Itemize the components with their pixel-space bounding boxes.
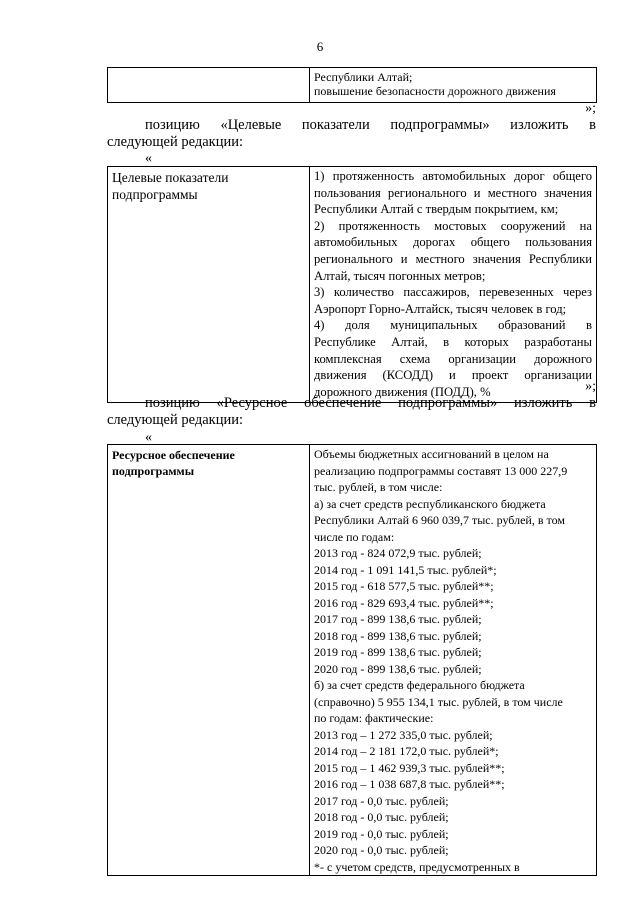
opening-quote: «	[145, 430, 152, 445]
cell-line: 2018 год - 899 138,6 тыс. рублей;	[314, 628, 482, 643]
table-continuation	[107, 67, 597, 103]
cell-line: Ресурсное обеспечение	[112, 448, 235, 462]
cell-line: дорожного движения (ПОДД), %	[314, 384, 491, 399]
cell-line: Республики Алтай;	[314, 70, 413, 84]
cell-line: Объемы бюджетных ассигнований в целом на	[314, 447, 549, 461]
closing-quote: »;	[585, 101, 596, 116]
resources-label-cell	[108, 445, 310, 876]
cell-line: 4) доля муниципальных образований в	[314, 318, 592, 333]
cell-line: 2013 год – 1 272 335,0 тыс. рублей;	[314, 727, 493, 742]
closing-quote: »;	[585, 379, 596, 394]
cell-line: тыс. рублей, в том числе:	[314, 480, 443, 494]
cell-line: 2018 год - 0,0 тыс. рублей;	[314, 810, 449, 824]
cell-line: 2013 год - 824 072,9 тыс. рублей;	[314, 546, 482, 560]
cell-line: 2019 год - 899 138,6 тыс. рублей;	[314, 645, 482, 659]
paragraph-line: позицию «Ресурсное обеспечение подпрограммы» изложить в	[145, 395, 596, 411]
table-cell-right	[310, 68, 597, 103]
cell-line: 2019 год - 0,0 тыс. рублей;	[314, 826, 449, 841]
table-cell-left	[108, 68, 310, 103]
cell-line: 2016 год - 829 693,4 тыс. рублей**;	[314, 595, 494, 610]
cell-line: 2014 год - 1 091 141,5 тыс. рублей*;	[314, 562, 497, 577]
cell-line: 2016 год – 1 038 687,8 тыс. рублей**;	[314, 777, 505, 791]
cell-line: числе по годам:	[314, 529, 395, 544]
cell-line: б) за счет средств федерального бюджета	[314, 678, 525, 692]
cell-line: 2014 год – 2 181 172,0 тыс. рублей*;	[314, 744, 499, 758]
cell-line: Республики Алтай с твердым покрытием, км;	[314, 202, 559, 217]
cell-line: реализацию подпрограммы составят 13 000 227,9	[314, 463, 568, 478]
paragraph-line: позицию «Целевые показатели подпрограммы» изложить в	[145, 117, 596, 133]
cell-line: по годам: фактические:	[314, 711, 434, 725]
cell-line: Республики Алтай 6 960 039,7 тыс. рублей, в том	[314, 513, 565, 527]
cell-line: пользования регионального и местного значения	[314, 185, 592, 200]
paragraph-resources	[107, 395, 596, 429]
cell-line: комплексная схема организации дорожного	[314, 351, 592, 366]
cell-line: Аэропорт Горно-Алтайск, тысяч человек в год;	[314, 301, 567, 316]
cell-line: Республике Алтай, в которых разработаны	[314, 334, 592, 349]
table-row	[108, 167, 597, 403]
page-number: 6	[316, 39, 324, 54]
cell-line: 2015 год – 1 462 939,3 тыс. рублей**;	[314, 760, 505, 775]
cell-line: подпрограммы	[112, 187, 198, 202]
table-row	[108, 68, 597, 103]
cell-line: регионального и местного значения Республики	[314, 251, 592, 266]
cell-line: Алтай, тысяч погонных метров;	[314, 268, 486, 283]
cell-line: Целевые показатели	[112, 170, 229, 185]
cell-line: 3) количество пассажиров, перевезенных через	[314, 285, 592, 300]
cell-line: *- с учетом средств, предусмотренных в	[314, 859, 520, 874]
targets-label-cell	[108, 167, 310, 403]
cell-line: 2015 год - 618 577,5 тыс. рублей**;	[314, 579, 494, 593]
opening-quote: «	[145, 151, 152, 166]
cell-line: 2) протяженность мостовых сооружений на	[314, 218, 592, 233]
targets-content-cell	[310, 167, 597, 403]
cell-line: подпрограммы	[112, 464, 195, 478]
cell-line: 2020 год - 0,0 тыс. рублей;	[314, 843, 449, 857]
table-resources	[107, 444, 597, 876]
cell-line: (справочно) 5 955 134,1 тыс. рублей, в том числе	[314, 694, 563, 709]
cell-line: 2017 год - 0,0 тыс. рублей;	[314, 793, 449, 808]
cell-line: 2017 год - 899 138,6 тыс. рублей;	[314, 612, 482, 626]
cell-line: 2020 год - 899 138,6 тыс. рублей;	[314, 661, 482, 676]
cell-line: повышение безопасности дорожного движения	[314, 84, 556, 98]
resources-content-cell	[310, 445, 597, 876]
cell-line: 1) протяженность автомобильных дорог общего	[314, 169, 592, 183]
cell-line: движения (КСОДД) и проект организации	[314, 368, 592, 383]
paragraph-line: следующей редакции:	[107, 412, 244, 428]
paragraph-targets	[107, 117, 596, 151]
paragraph-line: следующей редакции:	[107, 134, 244, 150]
table-targets	[107, 166, 597, 403]
cell-line: автомобильных дорогах общего пользования	[314, 235, 592, 250]
table-row	[108, 445, 597, 876]
cell-line: а) за счет средств республиканского бюджета	[314, 496, 546, 511]
